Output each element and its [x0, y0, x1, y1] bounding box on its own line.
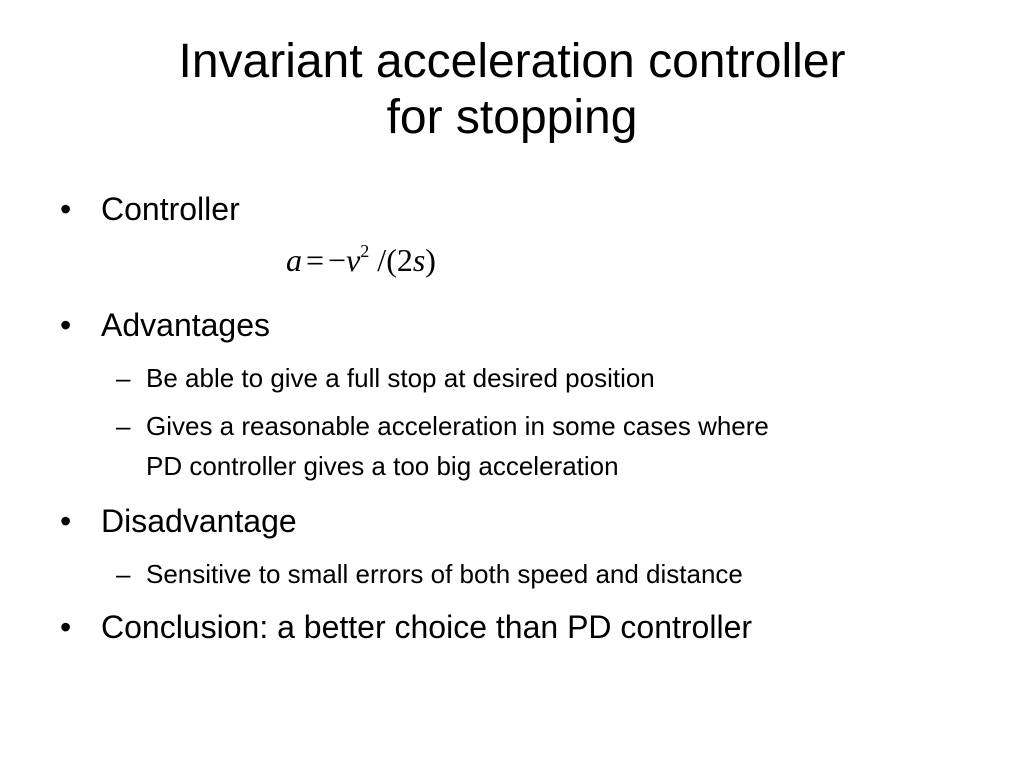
- formula-v: v: [346, 242, 361, 278]
- sub-label-continued: PD controller gives a too big acceleration: [146, 451, 619, 481]
- title-line-2: for stopping: [386, 91, 638, 144]
- controller-formula: [286, 240, 436, 280]
- formula-div-open: /(2: [377, 242, 413, 278]
- title-line-1: Invariant acceleration controller: [178, 35, 846, 88]
- formula-exponent: 2: [360, 241, 370, 261]
- formula-equals: =: [306, 242, 325, 278]
- formula-minus: −: [328, 242, 347, 278]
- sub-marker: –: [116, 363, 131, 393]
- bullet-label: Conclusion: a better choice than PD controller: [101, 609, 753, 645]
- formula-s: s: [412, 242, 426, 278]
- bullet-marker: •: [60, 191, 72, 227]
- formula-close: ): [425, 242, 436, 278]
- bullet-marker: •: [60, 503, 72, 539]
- bullet-label: Advantages: [101, 307, 271, 343]
- sub-marker: –: [116, 559, 131, 589]
- sub-marker: –: [116, 411, 131, 441]
- bullet-label: Disadvantage: [101, 503, 297, 539]
- sub-label: Gives a reasonable acceleration in some cases where: [146, 411, 769, 441]
- sub-label: Be able to give a full stop at desired position: [146, 363, 655, 393]
- sub-label: Sensitive to small errors of both speed and distance: [146, 559, 743, 589]
- formula-a: a: [286, 242, 302, 278]
- bullet-marker: •: [60, 307, 72, 343]
- bullet-label: Controller: [101, 191, 240, 227]
- slide-title: [60, 34, 964, 146]
- bullet-marker: •: [60, 609, 72, 645]
